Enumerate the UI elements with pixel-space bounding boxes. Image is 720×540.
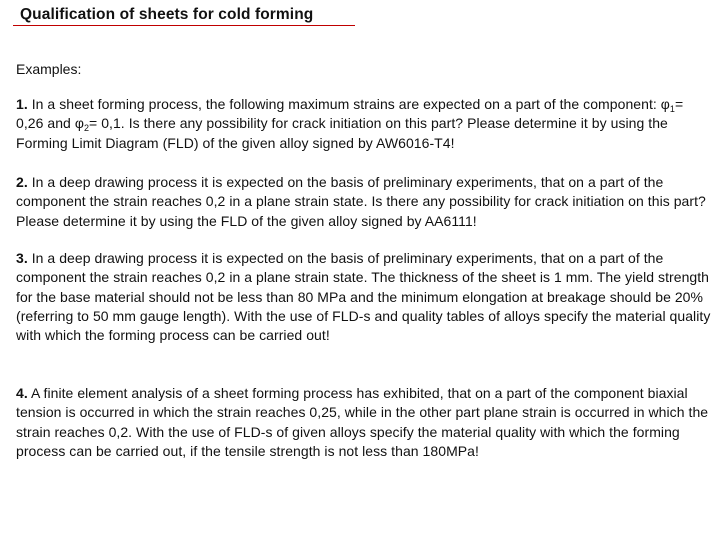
example-item-3	[16, 249, 712, 345]
item-text: In a sheet forming process, the following maximum strains are expected on a part of the component: φ	[27, 96, 670, 112]
example-item-1	[16, 95, 712, 153]
item-text: A finite element analysis of a sheet forming process has exhibited, that on a part of the component biaxial tension is occurred in which the strain reaches 0,25, while in the other part plane strain is occurred in which the strain reaches 0,2. With the use of FLD-s of given alloys specify the material quality with which the forming process can be carried out, if the tensile strength is not less than 180MPa!	[16, 385, 709, 459]
item-text: = 0,26 and φ	[16, 96, 684, 132]
page-title: Qualification of sheets for cold forming	[20, 6, 314, 23]
item-text: In a deep drawing process it is expected on the basis of preliminary experiments, that on a part of the component the strain reaches 0,2 in a plane strain state. The thickness of the sheet is 1 mm. The yield strength for the base material should not be less than 80 MPa and the minimum elongation at breakage should be 20% (referring to 50 mm gauge length). With the use of FLD-s and quality tables of alloys specify the material quality with which the forming process can be carried out!	[16, 250, 711, 344]
subscript: 1	[669, 104, 675, 114]
example-item-2	[16, 173, 712, 231]
examples-label: Examples:	[16, 61, 82, 77]
item-text: In a deep drawing process it is expected on the basis of preliminary experiments, that on a part of the component the strain reaches 0,2 in a plane strain state. Is there any possibility for crack initiation on this part? Please determine it by using the FLD of the given alloy signed by AA6111!	[16, 174, 706, 229]
item-number: 2.	[16, 174, 28, 190]
example-item-4	[16, 384, 712, 461]
item-number: 3.	[16, 250, 28, 266]
item-text: = 0,1. Is there any possibility for crack initiation on this part? Please determine it by using the Forming Limit Diagram (FLD) of the given alloy signed by AW6016-T4!	[16, 115, 668, 151]
subscript: 2	[83, 123, 90, 134]
item-number: 4.	[16, 385, 28, 401]
title-underline	[13, 25, 355, 26]
item-number: 1.	[16, 96, 28, 112]
